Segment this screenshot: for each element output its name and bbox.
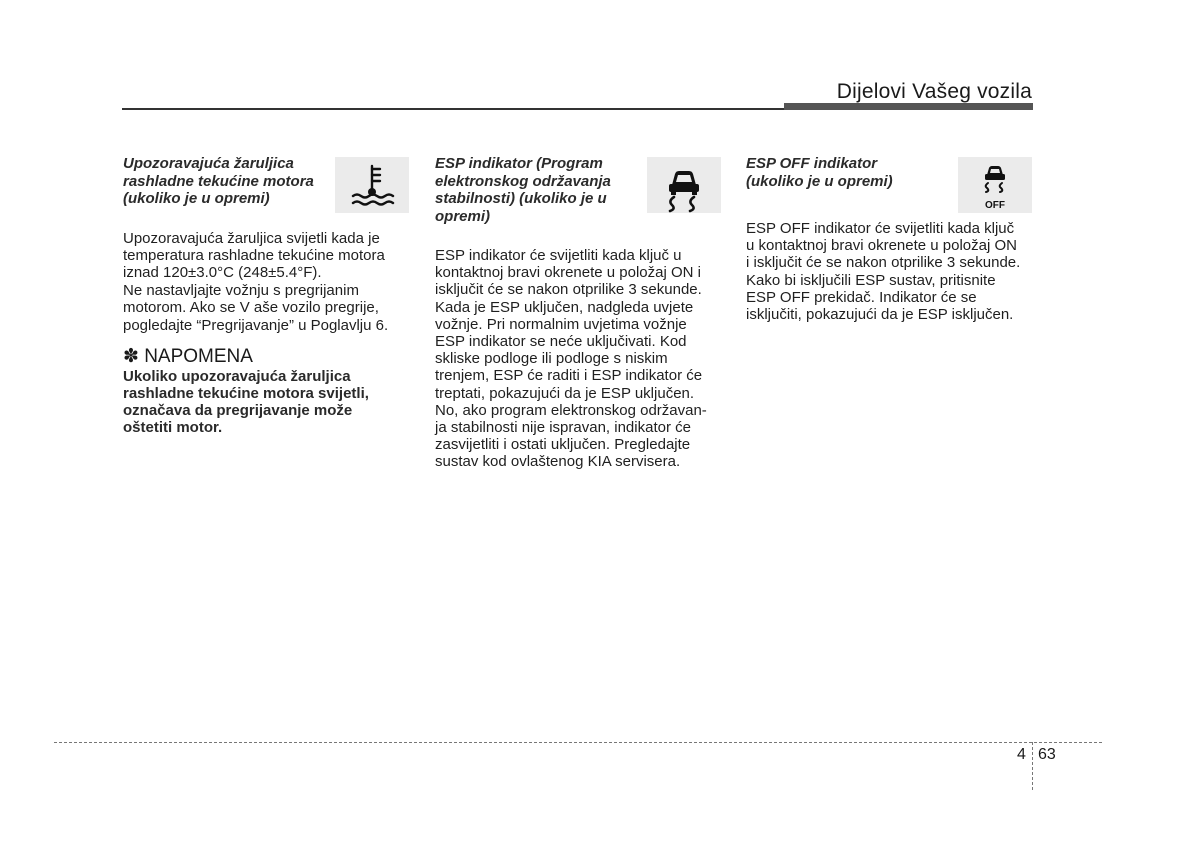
- section-heading: ESP indikator (Program elektronskog održavanja stabilnosti) (ukoliko je u opremi): [435, 155, 611, 225]
- note-title: ✽ NAPOMENA: [123, 345, 253, 367]
- page-number: 63: [1038, 746, 1056, 763]
- footer-rule: [54, 742, 1102, 743]
- note-text: Ukoliko upozoravajuća žaruljica rashladne tekućine motora svijetli, označava da pregrijavanje može oštetiti motor.: [123, 367, 369, 437]
- esp-off-icon: [958, 157, 1032, 213]
- page-header-title: Dijelovi Vašeg vozila: [836, 80, 1032, 103]
- coolant-temperature-icon: [335, 157, 409, 213]
- section-esp-indicator: [435, 155, 727, 471]
- header-rule-accent: [784, 103, 1033, 110]
- esp-off-label: OFF: [985, 200, 1005, 211]
- section-heading: ESP OFF indikator (ukoliko je u opremi): [746, 155, 893, 190]
- chapter-number: 4: [1017, 746, 1026, 763]
- footer-divider: [1032, 742, 1033, 790]
- header-rule: [122, 108, 786, 110]
- paragraph: Upozoravajuća žaruljica svijetli kada je temperatura rashladne tekućine motora iznad 120±3.0°C (248±5.4°F).: [123, 229, 385, 281]
- paragraph: ESP OFF indikator će svijetliti kada ključ u kontaktnoj bravi okrenete u položaj ON i isključit će se nakon otprilike 3 sekunde. Kako bi isključili ESP sustav, pritisnite ESP OFF prekidač. Indikator će se isključiti, pokazujući da je ESP isključen.: [746, 220, 1021, 324]
- section-heading: Upozoravajuća žaruljica rashladne tekućine motora (ukoliko je u opremi): [123, 155, 314, 207]
- section-esp-off-indicator: [746, 155, 1038, 323]
- section-coolant-warning: [123, 155, 413, 437]
- paragraph: ESP indikator će svijetliti kada ključ u kontaktnoj bravi okrenete u položaj ON i isključit će se nakon otprilike 3 sekunde. Kada je ESP uključen, nadgleda uvjete vožnje. Pri normalnim uvjetima vožnje ESP indikator se neće uključivati. Kod skliske podloge ili podloge s niskim trenjem, ESP će raditi i ESP indikator će treptati, pokazujući da je ESP uključen. No, ako program elektronskog održavan- ja stabilnosti nije ispravan, indikator će zasvijetliti i ostati uključen. Pregledajte sustav kod ovlaštenog KIA servisera.: [435, 247, 707, 471]
- esp-skidding-car-icon: [647, 157, 721, 213]
- paragraph: Ne nastavljajte vožnju s pregrijanim motorom. Ako se V aše vozilo pregrije, pogledajte “Pregrijavanje” u Poglavlju 6.: [123, 282, 389, 334]
